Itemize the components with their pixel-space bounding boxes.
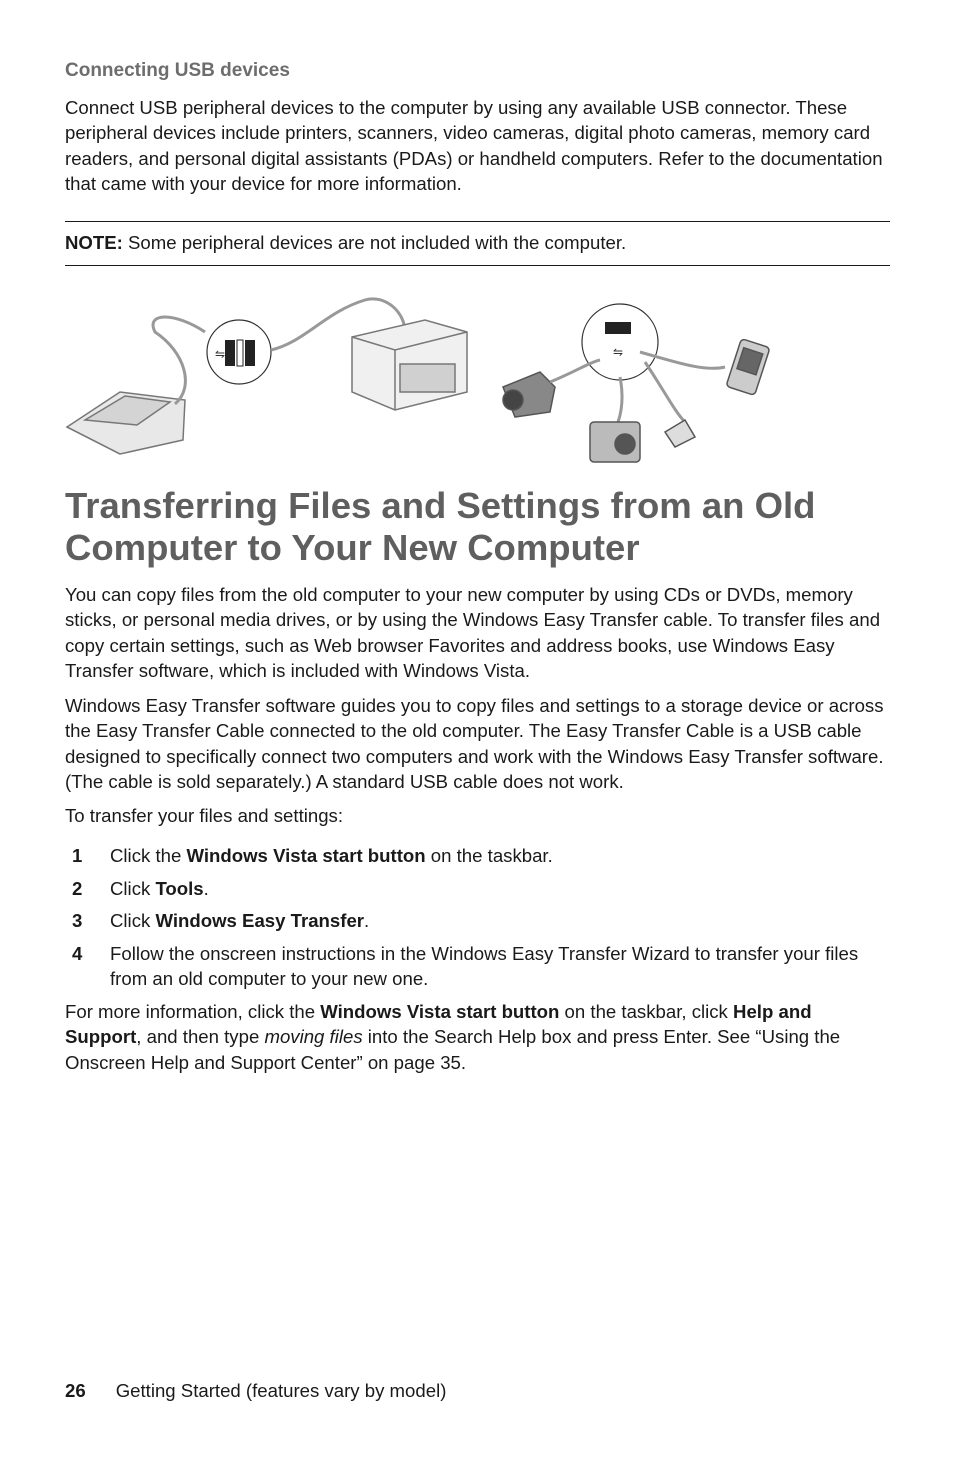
step-number: 4 — [72, 943, 83, 964]
note-text: Some peripheral devices are not included with the computer. — [122, 232, 627, 253]
svg-text:⇋: ⇋ — [613, 345, 624, 359]
step-number: 1 — [72, 845, 83, 866]
page-heading: Transferring Files and Settings from an Old Computer to Your New Computer — [65, 485, 816, 568]
note — [65, 230, 626, 255]
transfer-paragraph-1: You can copy files from the old computer to your new computer by using CDs or DVDs, memory sticks, or personal media drives, or by using the Windows Easy Transfer cable. To transfer files and copy certain settings, such as Web browser Favorites and address books, use Windows Easy Transfer software, which is included with Windows Vista. — [65, 584, 881, 681]
printer-icon — [352, 320, 467, 410]
step-text-end: . — [364, 910, 370, 931]
usb-port-closeup-icon — [582, 304, 658, 380]
step-text: Follow the onscreen instructions in the Windows Easy Transfer Wizard to transfer your files from an old computer to your new one. — [110, 943, 859, 990]
note-top-rule — [65, 221, 890, 222]
steps-lead-in: To transfer your files and settings: — [65, 805, 344, 826]
step-ui-term: Windows Easy Transfer — [155, 910, 365, 931]
card-reader-icon — [665, 420, 695, 447]
usb-connector-closeup-icon — [207, 320, 271, 384]
pda-icon — [726, 339, 770, 396]
step-ui-term: Windows Vista start button — [186, 845, 426, 866]
step-text: Click — [110, 878, 156, 899]
step-text: Click — [110, 910, 156, 931]
step-ui-term: Tools — [155, 878, 204, 899]
video-camera-icon — [503, 372, 555, 417]
step-text-end: on the taskbar. — [425, 845, 553, 866]
usb-devices-illustration — [65, 292, 785, 470]
page-footer — [65, 1380, 446, 1402]
note-label: NOTE: — [65, 232, 123, 253]
intro-paragraph: Connect USB peripheral devices to the computer by using any available USB connector. These peripheral devices include printers, scanners, video cameras, digital photo cameras, memory card readers, and personal digital assistants (PDAs) or handheld computers. Refer to the documentation that came with your device for more information. — [65, 97, 883, 194]
ui-term-help-support: Help and Support — [65, 1001, 812, 1048]
svg-text:⇋: ⇋ — [215, 347, 226, 361]
scanner-cable — [153, 317, 205, 404]
search-term: moving files — [264, 1026, 363, 1048]
note-bottom-rule — [65, 265, 890, 266]
more-info-paragraph: For more information, click the Windows Vista start button on the taskbar, click Help and Support, and then type moving files into the Search Help box and press Enter. See “Using the Onscreen Help and Support Center” on page 35. — [65, 1001, 841, 1073]
scanner-icon — [67, 392, 185, 454]
step-text: Click the — [110, 845, 187, 866]
step-number: 3 — [72, 910, 83, 931]
section-subheading: Connecting USB devices — [65, 60, 290, 81]
footer-title: Getting Started (features vary by model) — [115, 1380, 447, 1401]
page-number: 26 — [65, 1380, 86, 1401]
ui-term-start-button: Windows Vista start button — [320, 1001, 560, 1022]
step-text-end: . — [203, 878, 209, 899]
digital-camera-icon — [590, 422, 640, 462]
transfer-paragraph-2: Windows Easy Transfer software guides you to copy files and settings to a storage device or across the Easy Transfer Cable connected to the old computer. The Easy Transfer Cable is a USB cable designed to specifically connect two computers and work with the Windows Easy Transfer software. (The cable is sold separately.) A standard USB cable does not work. — [65, 695, 884, 792]
step-number: 2 — [72, 878, 83, 899]
